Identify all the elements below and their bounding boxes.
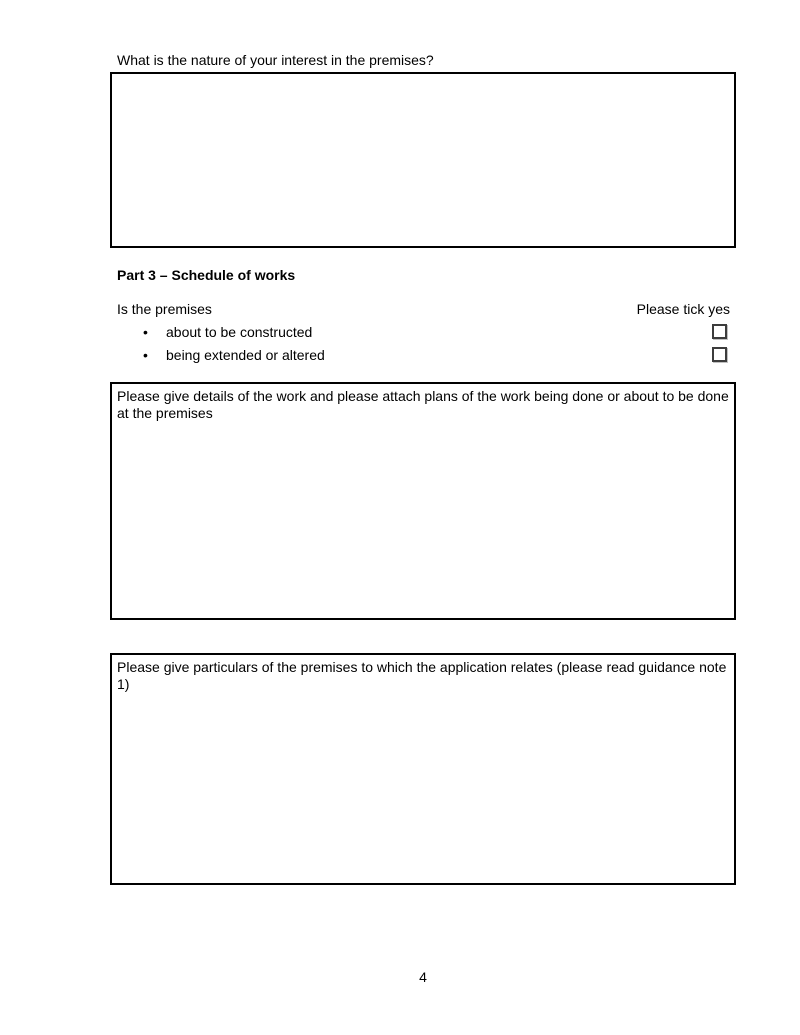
bullet-icon: •	[143, 347, 148, 363]
interest-answer-box[interactable]	[110, 72, 736, 248]
checkbox-being-extended-or-altered[interactable]	[712, 347, 727, 362]
interest-question-label: What is the nature of your interest in the premises?	[117, 52, 434, 68]
work-details-label: Please give details of the work and please attach plans of the work being done or about to be done at the premises	[117, 388, 729, 421]
bullet-icon: •	[143, 324, 148, 340]
page-number: 4	[419, 969, 427, 985]
option-row-extended	[143, 347, 325, 364]
part3-heading: Part 3 – Schedule of works	[117, 267, 296, 283]
premises-particulars-label: Please give particulars of the premises to which the application relates (please read guidance note 1)	[117, 659, 727, 692]
work-details-box[interactable]	[110, 382, 736, 620]
option-row-constructed	[143, 324, 312, 341]
option-label-constructed: about to be constructed	[166, 324, 313, 340]
premises-question-label: Is the premises	[117, 301, 212, 317]
premises-particulars-box[interactable]	[110, 653, 736, 885]
tick-instruction-label: Please tick yes	[636, 301, 730, 317]
checkbox-about-to-be-constructed[interactable]	[712, 324, 727, 339]
option-label-extended: being extended or altered	[166, 347, 325, 363]
